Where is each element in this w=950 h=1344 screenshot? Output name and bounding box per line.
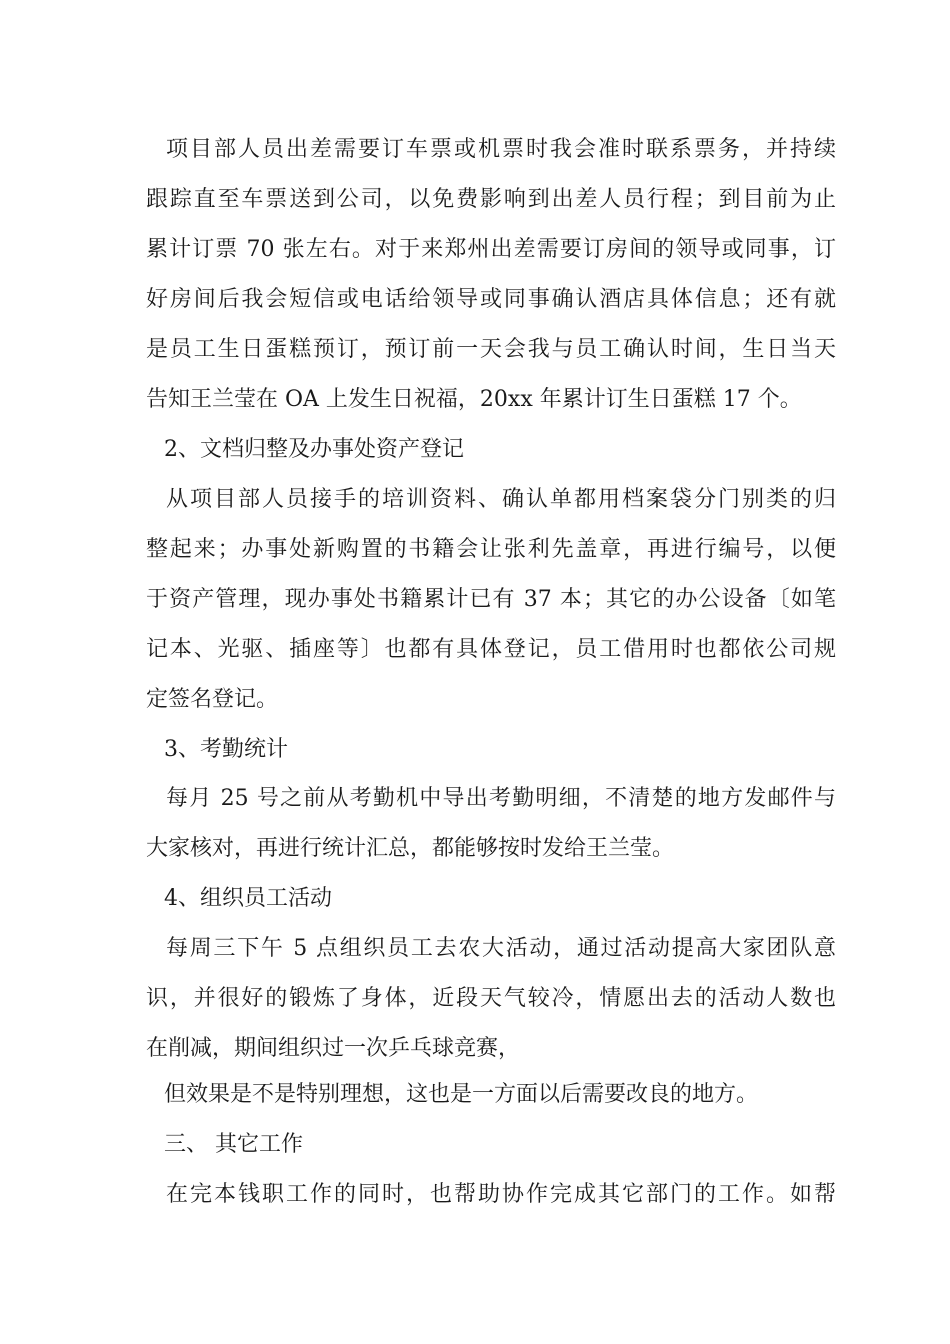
paragraph-line: 从项目部人员接手的培训资料、确认单都用档案袋分门别类的归 — [166, 487, 836, 512]
paragraph-line: 好房间后我会短信或电话给领导或同事确认酒店具体信息；还有就 — [146, 287, 836, 312]
paragraph-line: 跟踪直至车票送到公司，以免费影响到出差人员行程；到目前为止 — [146, 187, 836, 212]
paragraph-line: 是员工生日蛋糕预订，预订前一天会我与员工确认时间，生日当天 — [146, 337, 836, 362]
paragraph-line: 识，并很好的锻炼了身体，近段天气较冷，情愿出去的活动人数也 — [146, 986, 836, 1011]
paragraph-line: 在完本钱职工作的同时，也帮助协作完成其它部门的工作。如帮 — [166, 1182, 836, 1207]
paragraph-line: 累计订票 70 张左右。对于来郑州出差需要订房间的领导或同事，订 — [146, 237, 836, 262]
paragraph-line: 告知王兰莹在 OA 上发生日祝福，20xx 年累计订生日蛋糕 17 个。 — [146, 387, 802, 412]
section-heading: 三、 其它工作 — [164, 1132, 303, 1157]
section-heading: 2、文档归整及办事处资产登记 — [164, 437, 464, 462]
paragraph-line: 项目部人员出差需要订车票或机票时我会准时联系票务，并持续 — [166, 137, 836, 162]
paragraph-line: 定签名登记。 — [146, 687, 279, 712]
paragraph-line: 每周三下午 5 点组织员工去农大活动，通过活动提高大家团队意 — [166, 936, 836, 961]
paragraph-line: 在削减，期间组织过一次乒乓球竞赛， — [146, 1036, 521, 1061]
section-heading: 3、考勤统计 — [164, 737, 288, 762]
paragraph-line: 记本、光驱、插座等〕也都有具体登记，员工借用时也都依公司规 — [146, 637, 836, 662]
paragraph-line: 于资产管理，现办事处书籍累计已有 37 本；其它的办公设备〔如笔 — [146, 587, 836, 612]
section-heading: 4、组织员工活动 — [164, 886, 332, 911]
paragraph-line: 但效果是不是特别理想，这也是一方面以后需要改良的地方。 — [164, 1082, 759, 1107]
paragraph-line: 大家核对，再进行统计汇总，都能够按时发给王兰莹。 — [146, 836, 675, 861]
paragraph-line: 每月 25 号之前从考勤机中导出考勤明细，不清楚的地方发邮件与 — [166, 786, 836, 811]
paragraph-line: 整起来；办事处新购置的书籍会让张利先盖章，再进行编号，以便 — [146, 537, 836, 562]
